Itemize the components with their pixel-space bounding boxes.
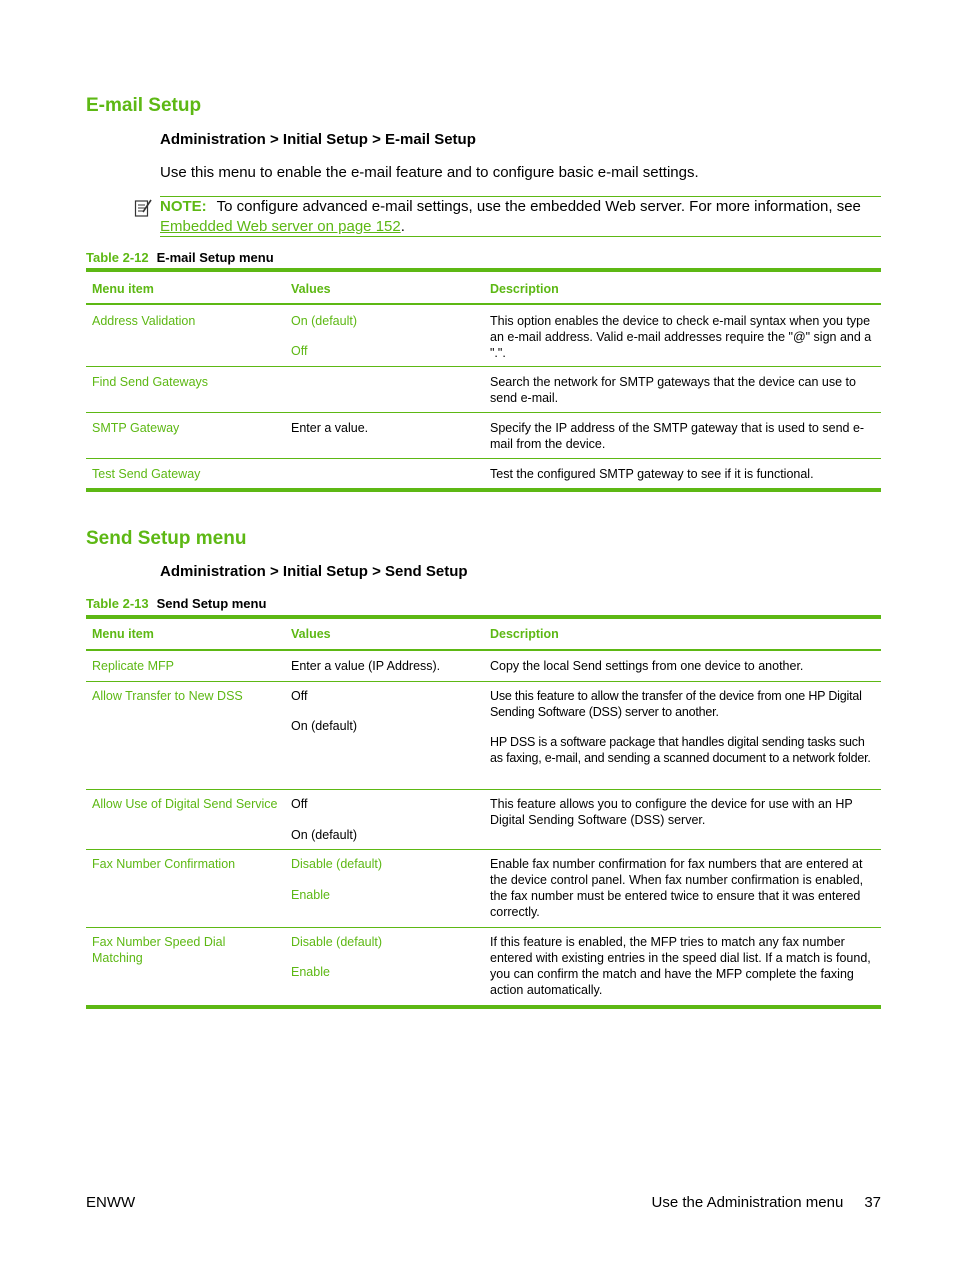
column-header-description: Description bbox=[490, 627, 559, 641]
table-caption-number: Table 2-13 bbox=[86, 596, 149, 611]
value-enable: Enable bbox=[291, 888, 330, 902]
email-setup-heading: E-mail Setup bbox=[86, 95, 202, 116]
row-description: This option enables the device to check e-mail syntax when you type an e-mail address. Valid e-mail addresses require the "@" sign and a ".". bbox=[490, 314, 872, 360]
menu-item-find-send-gateways: Find Send Gateways bbox=[92, 375, 209, 389]
email-setup-menu-path: Administration > Initial Setup > E-mail Setup bbox=[160, 131, 476, 148]
value-on-default: On (default) bbox=[291, 719, 358, 733]
row-divider bbox=[86, 927, 881, 928]
row-description: Copy the local Send settings from one device to another. bbox=[490, 659, 804, 673]
table-caption-number: Table 2-12 bbox=[86, 250, 149, 265]
note-text-end: . bbox=[400, 218, 405, 235]
column-header-description: Description bbox=[490, 282, 559, 296]
row-description: This feature allows you to configure the device for use with an HP Digital Sending Software (DSS) server. bbox=[490, 797, 853, 827]
value-disable-default: Disable (default) bbox=[291, 935, 383, 949]
menu-item-test-send-gateway: Test Send Gateway bbox=[92, 467, 201, 481]
note-label: NOTE: bbox=[160, 198, 207, 215]
row-description-extra: HP DSS is a software package that handles digital sending tasks such as faxing, e-mail, and sending a scanned document to a network folder. bbox=[490, 735, 871, 765]
menu-item-address-validation: Address Validation bbox=[92, 314, 196, 328]
row-divider bbox=[86, 849, 881, 850]
row-description: If this feature is enabled, the MFP tries to match any fax number entered with existing entries in the speed dial list. If a match is found, you can confirm the match and have the MFP complete the faxing action automatically. bbox=[490, 935, 871, 997]
row-divider bbox=[86, 789, 881, 790]
row-divider bbox=[86, 412, 881, 413]
row-description: Search the network for SMTP gateways that the device can use to send e-mail. bbox=[490, 375, 856, 405]
footer-left: ENWW bbox=[86, 1194, 136, 1211]
note-paragraph bbox=[160, 197, 882, 237]
table-bottom-rule bbox=[86, 488, 881, 492]
table-top-rule bbox=[86, 615, 881, 619]
value-on-default: On (default) bbox=[291, 314, 358, 328]
page-number: 37 bbox=[864, 1194, 881, 1211]
table-bottom-rule bbox=[86, 1005, 881, 1009]
table-caption-title: E-mail Setup menu bbox=[156, 250, 274, 265]
value-off: Off bbox=[291, 344, 308, 358]
note-bottom-rule bbox=[160, 236, 881, 237]
column-header-values: Values bbox=[291, 282, 331, 296]
value-disable-default: Disable (default) bbox=[291, 857, 383, 871]
menu-item-fax-number-speed-dial-matching: Fax Number Speed Dial Matching bbox=[92, 935, 226, 965]
footer-right bbox=[652, 1194, 881, 1212]
value-enter-ip-address: Enter a value (IP Address). bbox=[291, 659, 441, 673]
header-rule bbox=[86, 303, 881, 305]
send-setup-heading: Send Setup menu bbox=[86, 528, 247, 549]
send-setup-menu-path: Administration > Initial Setup > Send Setup bbox=[160, 563, 468, 580]
row-divider bbox=[86, 366, 881, 367]
menu-item-allow-transfer-to-new-dss: Allow Transfer to New DSS bbox=[92, 689, 243, 703]
row-description: Test the configured SMTP gateway to see if it is functional. bbox=[490, 467, 814, 481]
value-off: Off bbox=[291, 689, 308, 703]
column-header-menu-item: Menu item bbox=[92, 627, 154, 641]
row-description: Use this feature to allow the transfer of the device from one HP Digital Sending Software (DSS) server to another. bbox=[490, 689, 862, 719]
email-setup-intro: Use this menu to enable the e-mail feature and to configure basic e-mail settings. bbox=[160, 164, 699, 181]
header-rule bbox=[86, 649, 881, 651]
row-divider bbox=[86, 681, 881, 682]
value-off: Off bbox=[291, 797, 308, 811]
table-caption-email bbox=[86, 250, 274, 266]
table-caption-title: Send Setup menu bbox=[156, 596, 267, 611]
menu-item-smtp-gateway: SMTP Gateway bbox=[92, 421, 180, 435]
table-top-rule bbox=[86, 268, 881, 272]
row-divider bbox=[86, 458, 881, 459]
footer-title: Use the Administration menu bbox=[651, 1194, 844, 1211]
note-text: To configure advanced e-mail settings, use the embedded Web server. For more information, see bbox=[216, 198, 861, 215]
menu-item-allow-use-of-digital-send-service: Allow Use of Digital Send Service bbox=[92, 797, 278, 811]
column-header-menu-item: Menu item bbox=[92, 282, 154, 296]
embedded-web-server-link[interactable]: Embedded Web server on page 152 bbox=[160, 218, 401, 235]
row-description: Specify the IP address of the SMTP gateway that is used to send e-mail from the device. bbox=[490, 421, 865, 451]
menu-item-replicate-mfp: Replicate MFP bbox=[92, 659, 174, 673]
value-on-default: On (default) bbox=[291, 828, 358, 842]
note-icon bbox=[134, 198, 152, 218]
value-enter-a-value: Enter a value. bbox=[291, 421, 369, 435]
row-description: Enable fax number confirmation for fax numbers that are entered at the device control panel. When fax number confirmation is enabled, the fax number must be entered twice to ensure that it was entered correctly. bbox=[490, 857, 864, 919]
menu-item-fax-number-confirmation: Fax Number Confirmation bbox=[92, 857, 236, 871]
value-enable: Enable bbox=[291, 965, 330, 979]
table-caption-send bbox=[86, 596, 266, 612]
column-header-values: Values bbox=[291, 627, 331, 641]
